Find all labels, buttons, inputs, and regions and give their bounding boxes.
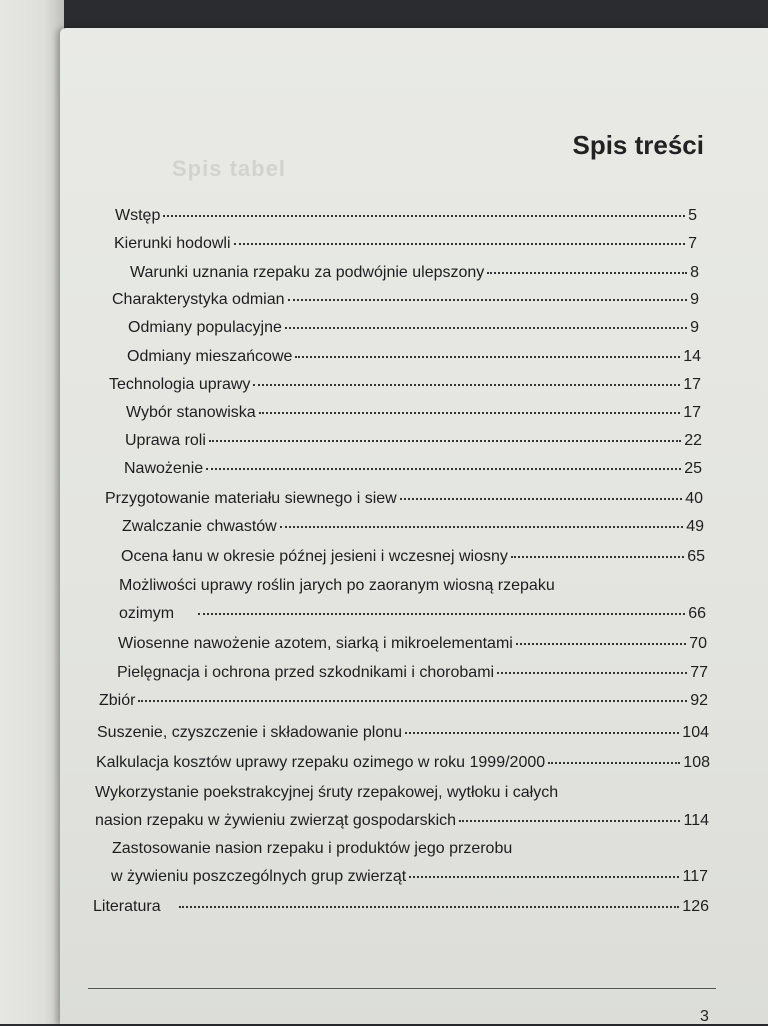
toc-entry: [117, 664, 708, 688]
leader-dots: [295, 356, 680, 358]
page-title: Spis treści: [572, 130, 704, 160]
toc-page-number: 17: [683, 376, 701, 393]
leader-dots: [234, 243, 686, 245]
toc-page-number: 14: [683, 348, 701, 365]
leader-dots: [511, 556, 684, 558]
toc-page-number: 65: [687, 548, 705, 565]
toc-page-number: 117: [682, 868, 708, 885]
toc-page-number: 70: [689, 635, 707, 652]
toc-page-number: 49: [686, 518, 704, 535]
leader-dots: [138, 700, 687, 702]
leader-dots: [487, 272, 687, 274]
toc-entry: [122, 518, 704, 542]
toc-label: Wiosenne nawożenie azotem, siarką i mikroelementami: [118, 635, 513, 652]
toc-label: Przygotowanie materiału siewnego i siew: [105, 490, 397, 507]
toc-entry: [127, 348, 701, 372]
leader-dots: [497, 672, 687, 674]
toc-entry: [121, 548, 705, 572]
leader-dots: [209, 440, 681, 442]
leader-dots: [198, 613, 685, 615]
leader-dots: [285, 327, 687, 329]
leader-dots: [516, 643, 686, 645]
toc-label-line: Zastosowanie nasion rzepaku i produktów jego przerobu: [112, 840, 513, 857]
toc-label: w żywieniu poszczególnych grup zwierząt: [111, 868, 407, 885]
leader-dots: [206, 468, 681, 470]
leader-dots: [280, 526, 683, 528]
leader-dots: [459, 820, 680, 822]
footer-rule: [88, 988, 716, 989]
toc-entry: [128, 319, 699, 343]
toc-page-number: 92: [690, 692, 708, 709]
leader-dots: [548, 762, 680, 764]
toc-label: Kalkulacja kosztów uprawy rzepaku ozimego w roku 1999/2000: [96, 754, 546, 771]
leader-dots: [179, 906, 680, 908]
toc-entry: [95, 812, 709, 836]
toc-entry: [105, 490, 703, 514]
toc-entry: [125, 432, 702, 456]
toc-page-number: 7: [688, 235, 697, 252]
leader-dots: [409, 876, 679, 878]
page-number: 3: [700, 1008, 709, 1025]
toc-label: Suszenie, czyszczenie i składowanie plonu: [97, 724, 403, 741]
toc-page-number: 9: [690, 291, 699, 308]
toc-label: Literatura: [93, 898, 161, 915]
toc-label: Uprawa roli: [125, 432, 206, 449]
toc-page-number: 66: [688, 605, 706, 622]
bleed-through-text: Spis tabel: [172, 156, 286, 181]
toc-label: Wstęp: [115, 207, 161, 224]
toc-label: Odmiany mieszańcowe: [127, 348, 293, 365]
toc-label: Kierunki hodowli: [114, 235, 231, 252]
toc-label-line: Wykorzystanie poekstrakcyjnej śruty rzepakowej, wytłoku i całych: [95, 784, 559, 801]
leader-dots: [253, 384, 680, 386]
toc-page-number: 40: [685, 490, 703, 507]
toc-label: Pielęgnacja i ochrona przed szkodnikami i chorobami: [117, 664, 495, 681]
toc-entry: [96, 754, 710, 778]
toc-entry: [126, 404, 701, 428]
leader-dots: [163, 215, 685, 217]
toc-page-number: 9: [690, 319, 699, 336]
toc-page-number: 22: [684, 432, 702, 449]
toc-label: Warunki uznania rzepaku za podwójnie ulepszony: [130, 264, 485, 281]
toc-label: Nawożenie: [124, 460, 204, 477]
toc-entry: [119, 605, 706, 629]
toc-entry: [111, 868, 708, 892]
toc-page-number: 114: [683, 812, 709, 829]
toc-page-number: 25: [684, 460, 702, 477]
toc-entry: [99, 692, 708, 716]
leader-dots: [405, 732, 679, 734]
toc-page-number: 126: [682, 898, 709, 915]
toc-page-number: 77: [690, 664, 708, 681]
toc-label: Technologia uprawy: [109, 376, 251, 393]
toc-label-line: Możliwości uprawy roślin jarych po zaoranym wiosną rzepaku: [119, 577, 555, 594]
leader-dots: [288, 299, 688, 301]
toc-entry: [112, 291, 699, 315]
toc-page-number: 5: [688, 207, 697, 224]
toc-label: Charakterystyka odmian: [112, 291, 285, 308]
toc-label: Zwalczanie chwastów: [122, 518, 277, 535]
toc-label: Odmiany populacyjne: [128, 319, 282, 336]
toc-entry: [118, 635, 707, 659]
toc-page-number: 17: [683, 404, 701, 421]
toc-label: Ocena łanu w okresie późnej jesieni i wczesnej wiosny: [121, 548, 508, 565]
toc-entry: [115, 207, 697, 231]
toc-label: nasion rzepaku w żywieniu zwierząt gospodarskich: [95, 812, 457, 829]
toc-entry: [130, 264, 699, 288]
toc-entry: [97, 724, 709, 748]
toc-entry: [93, 898, 709, 922]
toc-entry: [109, 376, 701, 400]
leader-dots: [259, 412, 681, 414]
leader-dots: [400, 498, 683, 500]
toc-label: Wybór stanowiska: [126, 404, 256, 421]
toc-label: Zbiór: [99, 692, 136, 709]
toc-page-number: 104: [682, 724, 709, 741]
toc-label: ozimym: [119, 605, 175, 622]
toc-entry: [114, 235, 697, 259]
toc-entry: [124, 460, 702, 484]
toc-page-number: 8: [690, 264, 699, 281]
toc-page-number: 108: [683, 754, 710, 771]
